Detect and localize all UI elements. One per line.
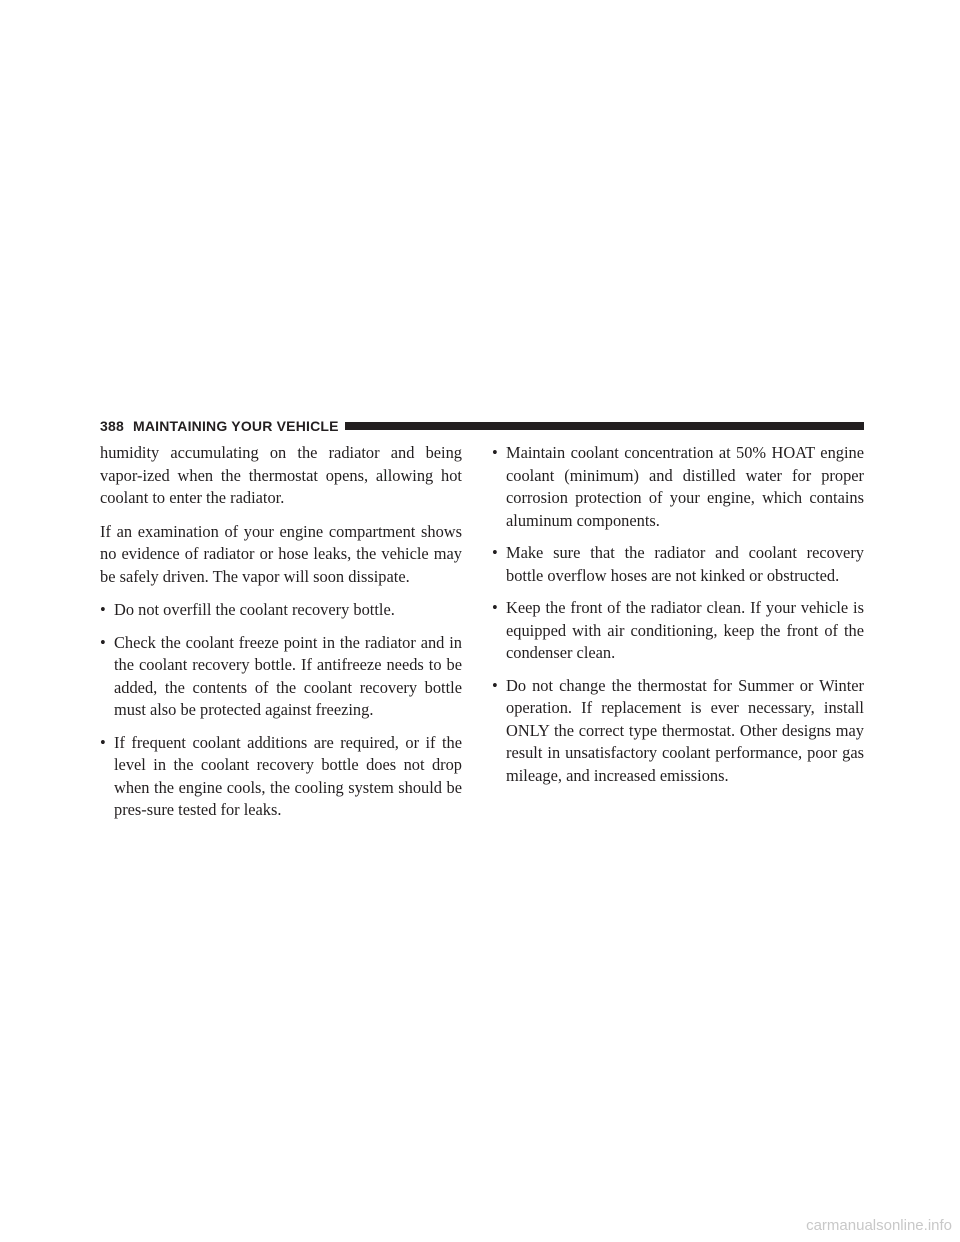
bullet-icon: •: [492, 543, 498, 562]
list-item-text: Maintain coolant concentration at 50% HOAT engine coolant (minimum) and distilled water for proper corrosion protection of your engine, which contains aluminum components.: [506, 443, 864, 530]
list-item: [100, 732, 462, 822]
list-item-text: Do not change the thermostat for Summer or Winter operation. If replacement is ever necessary, install ONLY the correct type thermostat. Other designs may result in unsatisfactory coolant performance, poor gas mileage, and increased emissions.: [506, 675, 864, 785]
list-item: [492, 675, 864, 788]
list-item: [492, 597, 864, 665]
list-item-text: Keep the front of the radiator clean. If your vehicle is equipped with air conditioning, keep the front of the condenser clean.: [506, 598, 864, 662]
bullet-icon: •: [492, 443, 498, 462]
list-item-text: If frequent coolant additions are required, or if the level in the coolant recovery bottle does not drop when the engine cools, the cooling system should be pres-sure tested for leaks.: [114, 732, 462, 819]
bullet-icon: •: [492, 675, 498, 695]
list-item: [492, 542, 864, 587]
list-item: [100, 632, 462, 722]
paragraph-examination: If an examination of your engine compartment shows no evidence of radiator or hose leaks, the vehicle may be safely driven. The vapor will soon dissipate.: [100, 521, 462, 586]
right-column: [492, 442, 864, 797]
left-column: [100, 442, 462, 832]
page-number: 388: [100, 418, 124, 434]
left-bullet-list: [100, 599, 462, 822]
bullet-icon: •: [492, 598, 498, 617]
list-item: [492, 442, 864, 532]
page-header: [100, 416, 864, 436]
bullet-icon: •: [100, 732, 106, 752]
list-item-text: Check the coolant freeze point in the radiator and in the coolant recovery bottle. If antifreeze needs to be added, the contents of the coolant recovery bottle must also be protected against freezing.: [114, 632, 462, 719]
list-item-text: Do not overfill the coolant recovery bottle.: [114, 600, 395, 619]
section-title: MAINTAINING YOUR VEHICLE: [132, 418, 339, 434]
watermark-link[interactable]: carmanualsonline.info: [806, 1217, 952, 1234]
right-bullet-list: [492, 442, 864, 787]
bullet-icon: •: [100, 600, 106, 619]
list-item: [100, 599, 462, 622]
list-item-text: Make sure that the radiator and coolant recovery bottle overflow hoses are not kinked or obstructed.: [506, 543, 864, 585]
paragraph-humidity: humidity accumulating on the radiator and being vapor-ized when the thermostat opens, allowing hot coolant to enter the radiator.: [100, 443, 462, 507]
header-rule: [345, 422, 864, 430]
bullet-icon: •: [100, 632, 106, 652]
